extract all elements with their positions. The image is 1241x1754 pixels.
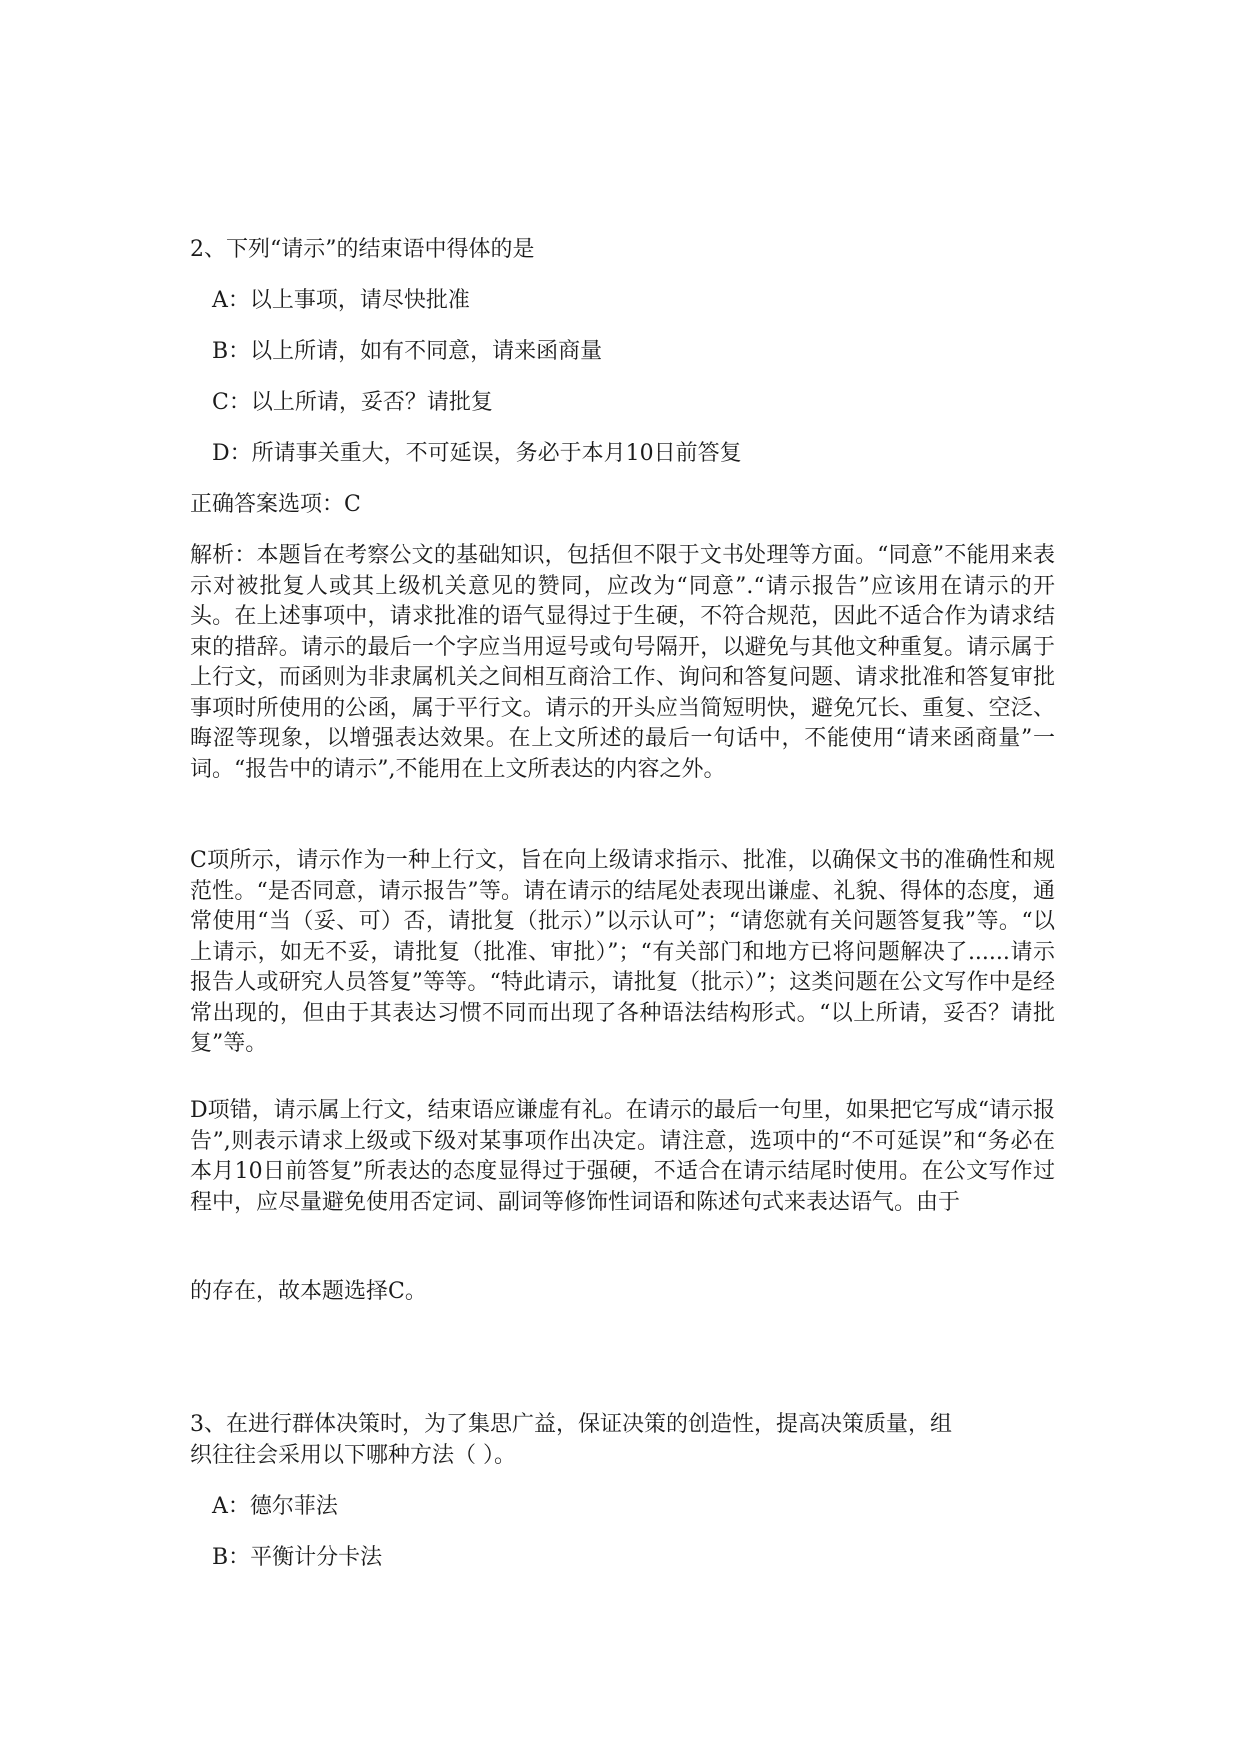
question-2-explanation-paragraph: 解析：本题旨在考察公文的基础知识，包括但不限于文书处理等方面。“同意”不能用来表示对被批复人或其上级机关意见的赞同，应改为“同意”.“请示报告”应该用在请示的开头。在上述事项中，请求批准的语气显得过于生硬，不符合规范，因此不适合作为请求结束的措辞。请示的最后一个字应当用逗号或句号隔开，以避免与其他文种重复。请示属于上行文，而函则为非隶属机关之间相互商洽工作、询问和答复问题、请求批准和答复审批事项时所使用的公函，属于平行文。请示的开头应当简短明快，避免冗长、重复、空泛、晦涩等现象，以增强表达效果。在上文所述的最后一句话中，不能使用“请来函商量”一词。“报告中的请示”,不能用在上文所表达的内容之外。 [190, 543, 1055, 782]
question-2-option-b: B：以上所请，如有不同意，请来函商量 [212, 339, 603, 364]
question-3-option-b: B：平衡计分卡法 [212, 1545, 383, 1570]
question-3-option-a: A：德尔菲法 [212, 1494, 338, 1519]
question-2-title: 2、下列“请示”的结束语中得体的是 [190, 237, 535, 262]
question-2-explanation-paragraph: C项所示，请示作为一种上行文，旨在向上级请求指示、批准，以确保文书的准确性和规范性。“是否同意，请示报告”等。请在请示的结尾处表现出谦虚、礼貌、得体的态度，通常使用“当（妥、可）否，请批复（批示）”以示认可”；“请您就有关问题答复我”等。“以上请示，如无不妥，请批复（批准、审批）”；“有关部门和地方已将问题解决了......请示报告人或研究人员答复”等等。“特此请示，请批复（批示）”；这类问题在公文写作中是经常出现的，但由于其表达习惯不同而出现了各种语法结构形式。“以上所请，妥否？请批复”等。 [190, 848, 1055, 1056]
question-2-explanation-paragraph: D项错，请示属上行文，结束语应谦虚有礼。在请示的最后一句里，如果把它写成“请示报告”,则表示请求上级或下级对某事项作出决定。请注意，选项中的“不可延误”和“务必在本月10日前答复”所表达的态度显得过于强硬，不适合在请示结尾时使用。在公文写作过程中，应尽量避免使用否定词、副词等修饰性词语和陈述句式来表达语气。由于 [190, 1098, 1055, 1215]
question-2-answer: 正确答案选项：C [190, 492, 361, 517]
question-3-title: 3、在进行群体决策时，为了集思广益，保证决策的创造性，提高决策质量，组 [190, 1412, 952, 1437]
question-2-option-c: C：以上所请，妥否？请批复 [212, 390, 493, 415]
question-2-option-a: A：以上事项，请尽快批准 [212, 288, 470, 313]
question-2-explanation-paragraph: 的存在，故本题选择C。 [190, 1279, 427, 1304]
question-3-title: 织往往会采用以下哪种方法（ ）。 [190, 1443, 516, 1468]
question-2-option-d: D：所请事关重大，不可延误，务必于本月10日前答复 [212, 441, 742, 466]
